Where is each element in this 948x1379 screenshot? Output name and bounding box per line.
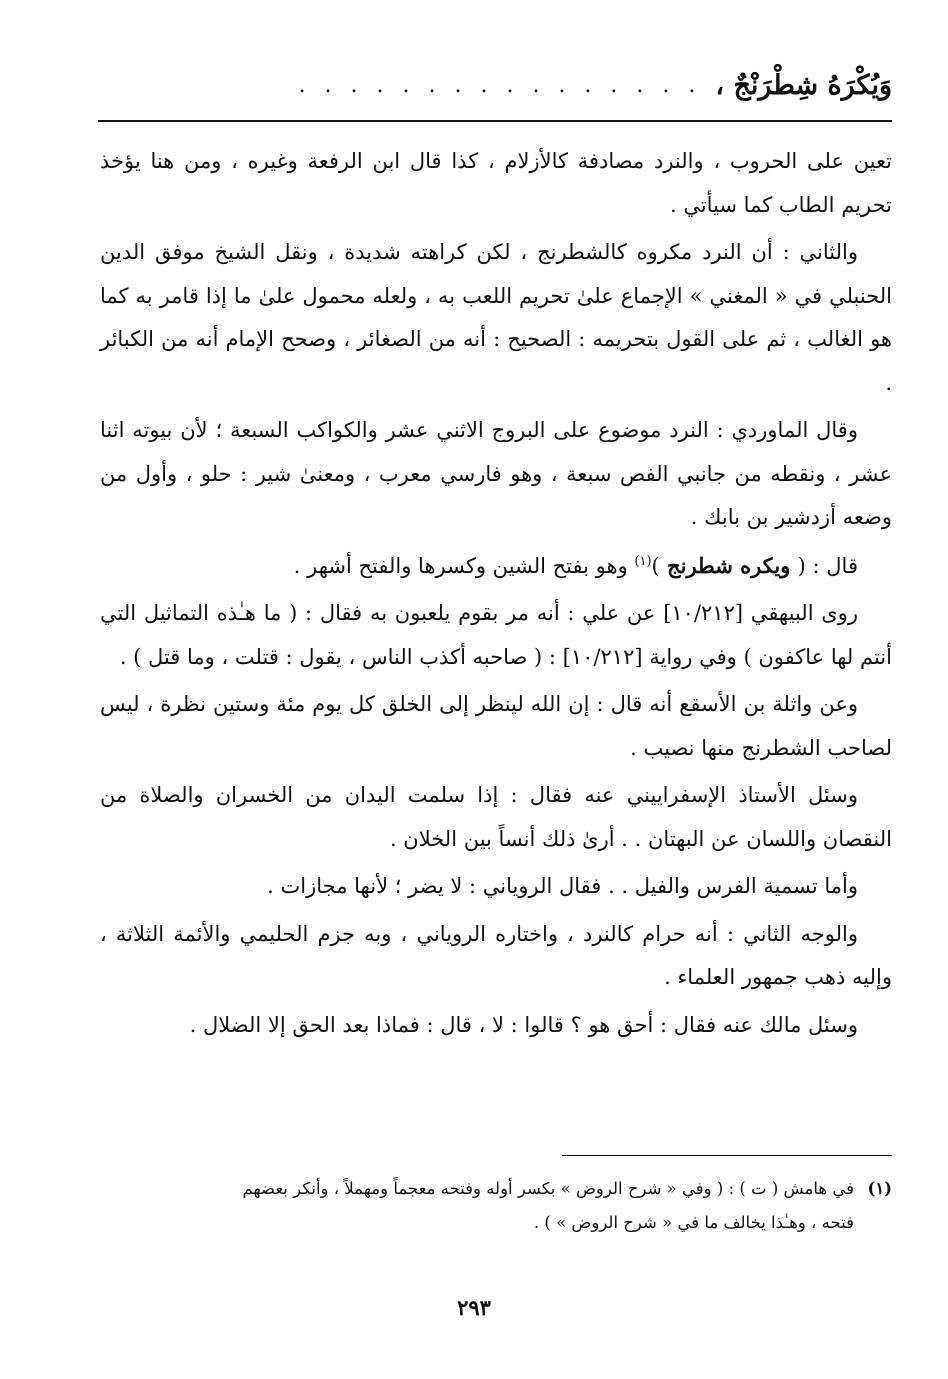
running-header-dots: . . . . . . . . . . . . . . . . — [298, 72, 702, 98]
header-rule — [98, 120, 892, 122]
quote-close: ) — [651, 553, 660, 578]
page-number: ٢٩٣ — [457, 1295, 491, 1320]
paragraph-5: وعن واثلة بن الأسقع أنه قال : إن الله لينظر إلى الخلق كل يوم مئة وستين نظرة ، ليس لصاحب الشطرنج منها نصيب . — [100, 692, 892, 760]
running-header-title: وَيُكْرَهُ شِطْرَنْجٌ ، — [715, 69, 892, 101]
footnote — [100, 1172, 892, 1240]
footnote-line-1 — [100, 1172, 892, 1206]
paragraph-9: وسئل مالك عنه فقال : أحق هو ؟ قالوا : لا ، قال : فماذا بعد الحق إلا الضلال . — [189, 1012, 858, 1037]
footnote-ref: (١) — [634, 553, 652, 569]
paragraph-4: روى البيهقي [١٠/٢١٢] عن علي : أنه مر بقوم يلعبون به فقال : ( ما هـٰذه التماثيل التي أنتم لها عاكفون ) وفي رواية [١٠/٢١٢] : ( صاحبه أكذب الناس ، يقول : قتلت ، وما قتل ) . — [100, 601, 892, 669]
paragraph-8: والوجه الثاني : أنه حرام كالنرد ، واختاره الروياني ، وبه جزم الحليمي والأئمة الثلاثة ، وإليه ذهب جمهور العلماء . — [100, 921, 892, 989]
main-text — [100, 140, 892, 1051]
quote-matn: ويكره شطرنج — [659, 552, 798, 578]
paragraph-7: وأما تسمية الفرس والفيل . . فقال الروياني : لا يضر ؛ لأنها مجازات . — [267, 874, 858, 898]
paragraph-2: والثاني : أن النرد مكروه كالشطرنج ، لكن كراهته شديدة ، ونقل الشيخ موفق الدين الحنبلي في « المغني » الإجماع علىٰ تحريم اللعب به ، ولعله محمول علىٰ ما إذا قامر به كما هو الغالب ، ثم على القول بتحريمه : الصحيح : أنه من الصغائر ، وصحح الإمام أنه من الكبائر . — [100, 240, 892, 395]
paragraph-1: تعين على الحروب ، والنرد مصادفة كالأزلام ، كذا قال ابن الرفعة وغيره ، ومن هنا يؤخذ تحريم الطاب كما سيأتي . — [100, 149, 892, 217]
footnote-line-2: فتحه ، وهـٰذا يخالف ما في « شرح الروض » ) . — [533, 1213, 854, 1232]
quote-suffix: وهو بفتح الشين وكسرها والفتح أشهر . — [293, 553, 635, 578]
paragraph-3: وقال الماوردي : النرد موضوع على البروج الاثني عشر والكواكب السبعة ؛ لأن بيوته اثنا عشر ، ونقطه من جانبي الفص سبعة ، وهو فارسي معرب ، ومعنىٰ شير : حلو ، وأول من وضعه أزدشير بن بابك . — [100, 418, 892, 529]
running-header — [110, 60, 892, 110]
footnote-marker: (١) — [867, 1179, 892, 1198]
paragraph-6: وسئل الأستاذ الإسفراييني عنه فقال : إذا سلمت اليدان من الخسران والصلاة من النقصان واللسان عن البهتان . . أرىٰ ذلك أنساً بين الخلان . — [100, 783, 892, 851]
footnote-text-1: في هامش ( ت ) : ( وفي « شرح الروض » بكسر أوله وفتحه معجماً ومهملاً ، وأنكر بعضهم — [242, 1179, 854, 1198]
quote-prefix: قال : ( — [797, 553, 858, 578]
paragraph-quote — [100, 544, 892, 589]
footnote-rule — [562, 1155, 892, 1156]
